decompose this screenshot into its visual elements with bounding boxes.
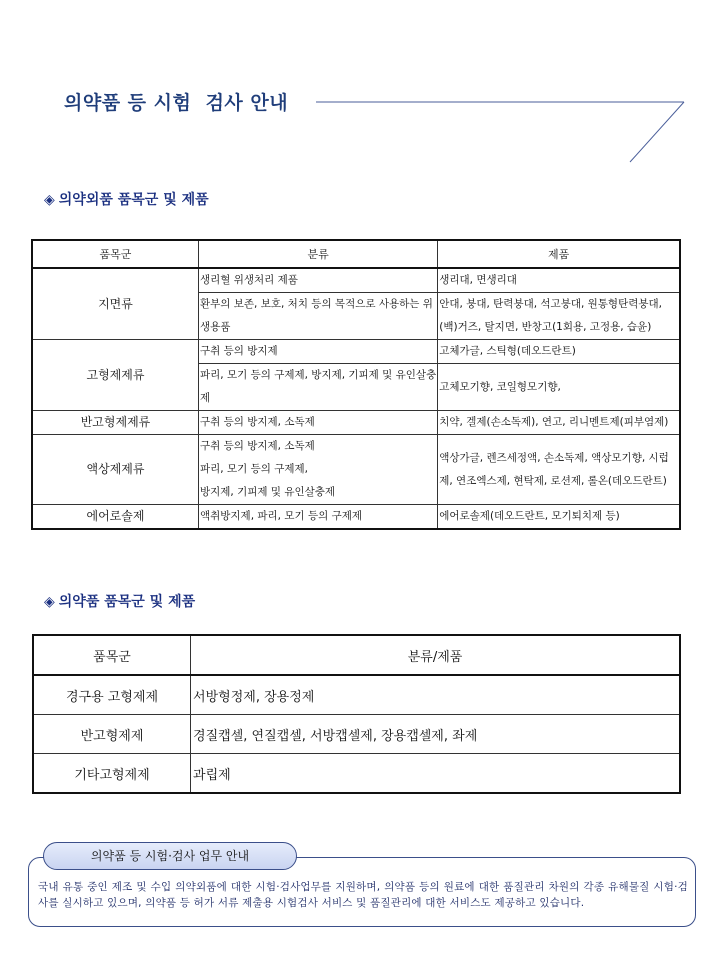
diamond-bullet-icon: ◈ bbox=[44, 192, 55, 208]
group-cell: 지면류 bbox=[32, 268, 198, 340]
drug-table bbox=[32, 634, 681, 794]
page-title: 의약품 등 시험 검사 안내 bbox=[64, 92, 289, 114]
table-row bbox=[33, 715, 680, 754]
info-title: 의약품 등 시험·검사 업무 안내 bbox=[43, 842, 297, 870]
product-cell: 에어로솔제(데오드란트, 모기퇴치제 등) bbox=[438, 505, 680, 530]
table-row bbox=[33, 675, 680, 715]
class-cell: 생리혈 위생처리 제품 bbox=[198, 268, 437, 293]
class-cell: 환부의 보존, 보호, 처치 등의 목적으로 사용하는 위생용품 bbox=[198, 293, 437, 340]
class-line: 파리, 모기 등의 구제제, bbox=[199, 463, 308, 475]
section1-heading: ◈ 의약외품 품목군 및 제품 bbox=[44, 192, 209, 208]
class-line: 구취 등의 방지제, 소독제 bbox=[199, 440, 315, 452]
diamond-bullet-icon: ◈ bbox=[44, 594, 55, 610]
class-cell: 액취방지제, 파리, 모기 등의 구제제 bbox=[198, 505, 437, 530]
class-cell: 구취 등의 방지제 bbox=[198, 340, 437, 364]
group-cell: 액상제제류 bbox=[32, 435, 198, 505]
table-header: 품목군 bbox=[32, 240, 198, 268]
group-cell: 경구용 고형제제 bbox=[33, 675, 191, 715]
product-cell: 액상가글, 렌즈세정액, 손소독제, 액상모기향, 시럽제, 연조엑스제, 현탁제, 로션제, 롤온(데오드란트) bbox=[438, 435, 680, 505]
quasi-drug-table bbox=[31, 239, 681, 530]
items-cell: 과립제 bbox=[191, 754, 680, 794]
group-cell: 기타고형제제 bbox=[33, 754, 191, 794]
product-cell: 생리대, 면생리대 bbox=[438, 268, 680, 293]
items-cell: 경질캡셀, 연질캡셀, 서방캡셀제, 장용캡셀제, 좌제 bbox=[191, 715, 680, 754]
table-header: 품목군 bbox=[33, 635, 191, 675]
table-row bbox=[32, 340, 680, 364]
class-cell: 구취 등의 방지제, 소독제 bbox=[198, 411, 437, 435]
group-cell: 에어로솔제 bbox=[32, 505, 198, 530]
group-cell: 반고형제제류 bbox=[32, 411, 198, 435]
group-cell: 고형제제류 bbox=[32, 340, 198, 411]
section2-heading: ◈ 의약품 품목군 및 제품 bbox=[44, 594, 196, 610]
table-row bbox=[32, 411, 680, 435]
table-header: 제품 bbox=[438, 240, 680, 268]
product-cell: 고체가글, 스틱형(데오드란트) bbox=[438, 340, 680, 364]
table-header: 분류/제품 bbox=[191, 635, 680, 675]
product-cell: 고체모기향, 코일형모기향, bbox=[438, 364, 680, 411]
table-row bbox=[32, 505, 680, 530]
table-row bbox=[32, 268, 680, 293]
info-body: 국내 유통 중인 제조 및 수입 의약외품에 대한 시험·검사업무를 지원하며, 의약품 등의 원료에 대한 품질관리 차원의 각종 유해물질 시험·검사를 실시하고 있으며, 의약품 등 허가 서류 제출용 시험검사 서비스 및 품질관리에 대한 서비스도 제공하고 있습니다. bbox=[38, 881, 688, 909]
table-row bbox=[32, 435, 680, 505]
table-row bbox=[33, 754, 680, 794]
product-cell: 안대, 붕대, 탄력붕대, 석고붕대, 원통형탄력붕대, (백)거즈, 탈지면, 반창고(1회용, 고정용, 습윤) bbox=[438, 293, 680, 340]
class-cell: 파리, 모기 등의 구제제, 방지제, 기피제 및 유인살충제 bbox=[198, 364, 437, 411]
group-cell: 반고형제제 bbox=[33, 715, 191, 754]
table-header: 분류 bbox=[198, 240, 437, 268]
product-cell: 치약, 겔제(손소독제), 연고, 리니멘트제(피부염제) bbox=[438, 411, 680, 435]
class-cell bbox=[198, 435, 437, 505]
items-cell: 서방형정제, 장용정제 bbox=[191, 675, 680, 715]
class-line: 방지제, 기피제 및 유인살충제 bbox=[199, 486, 336, 498]
